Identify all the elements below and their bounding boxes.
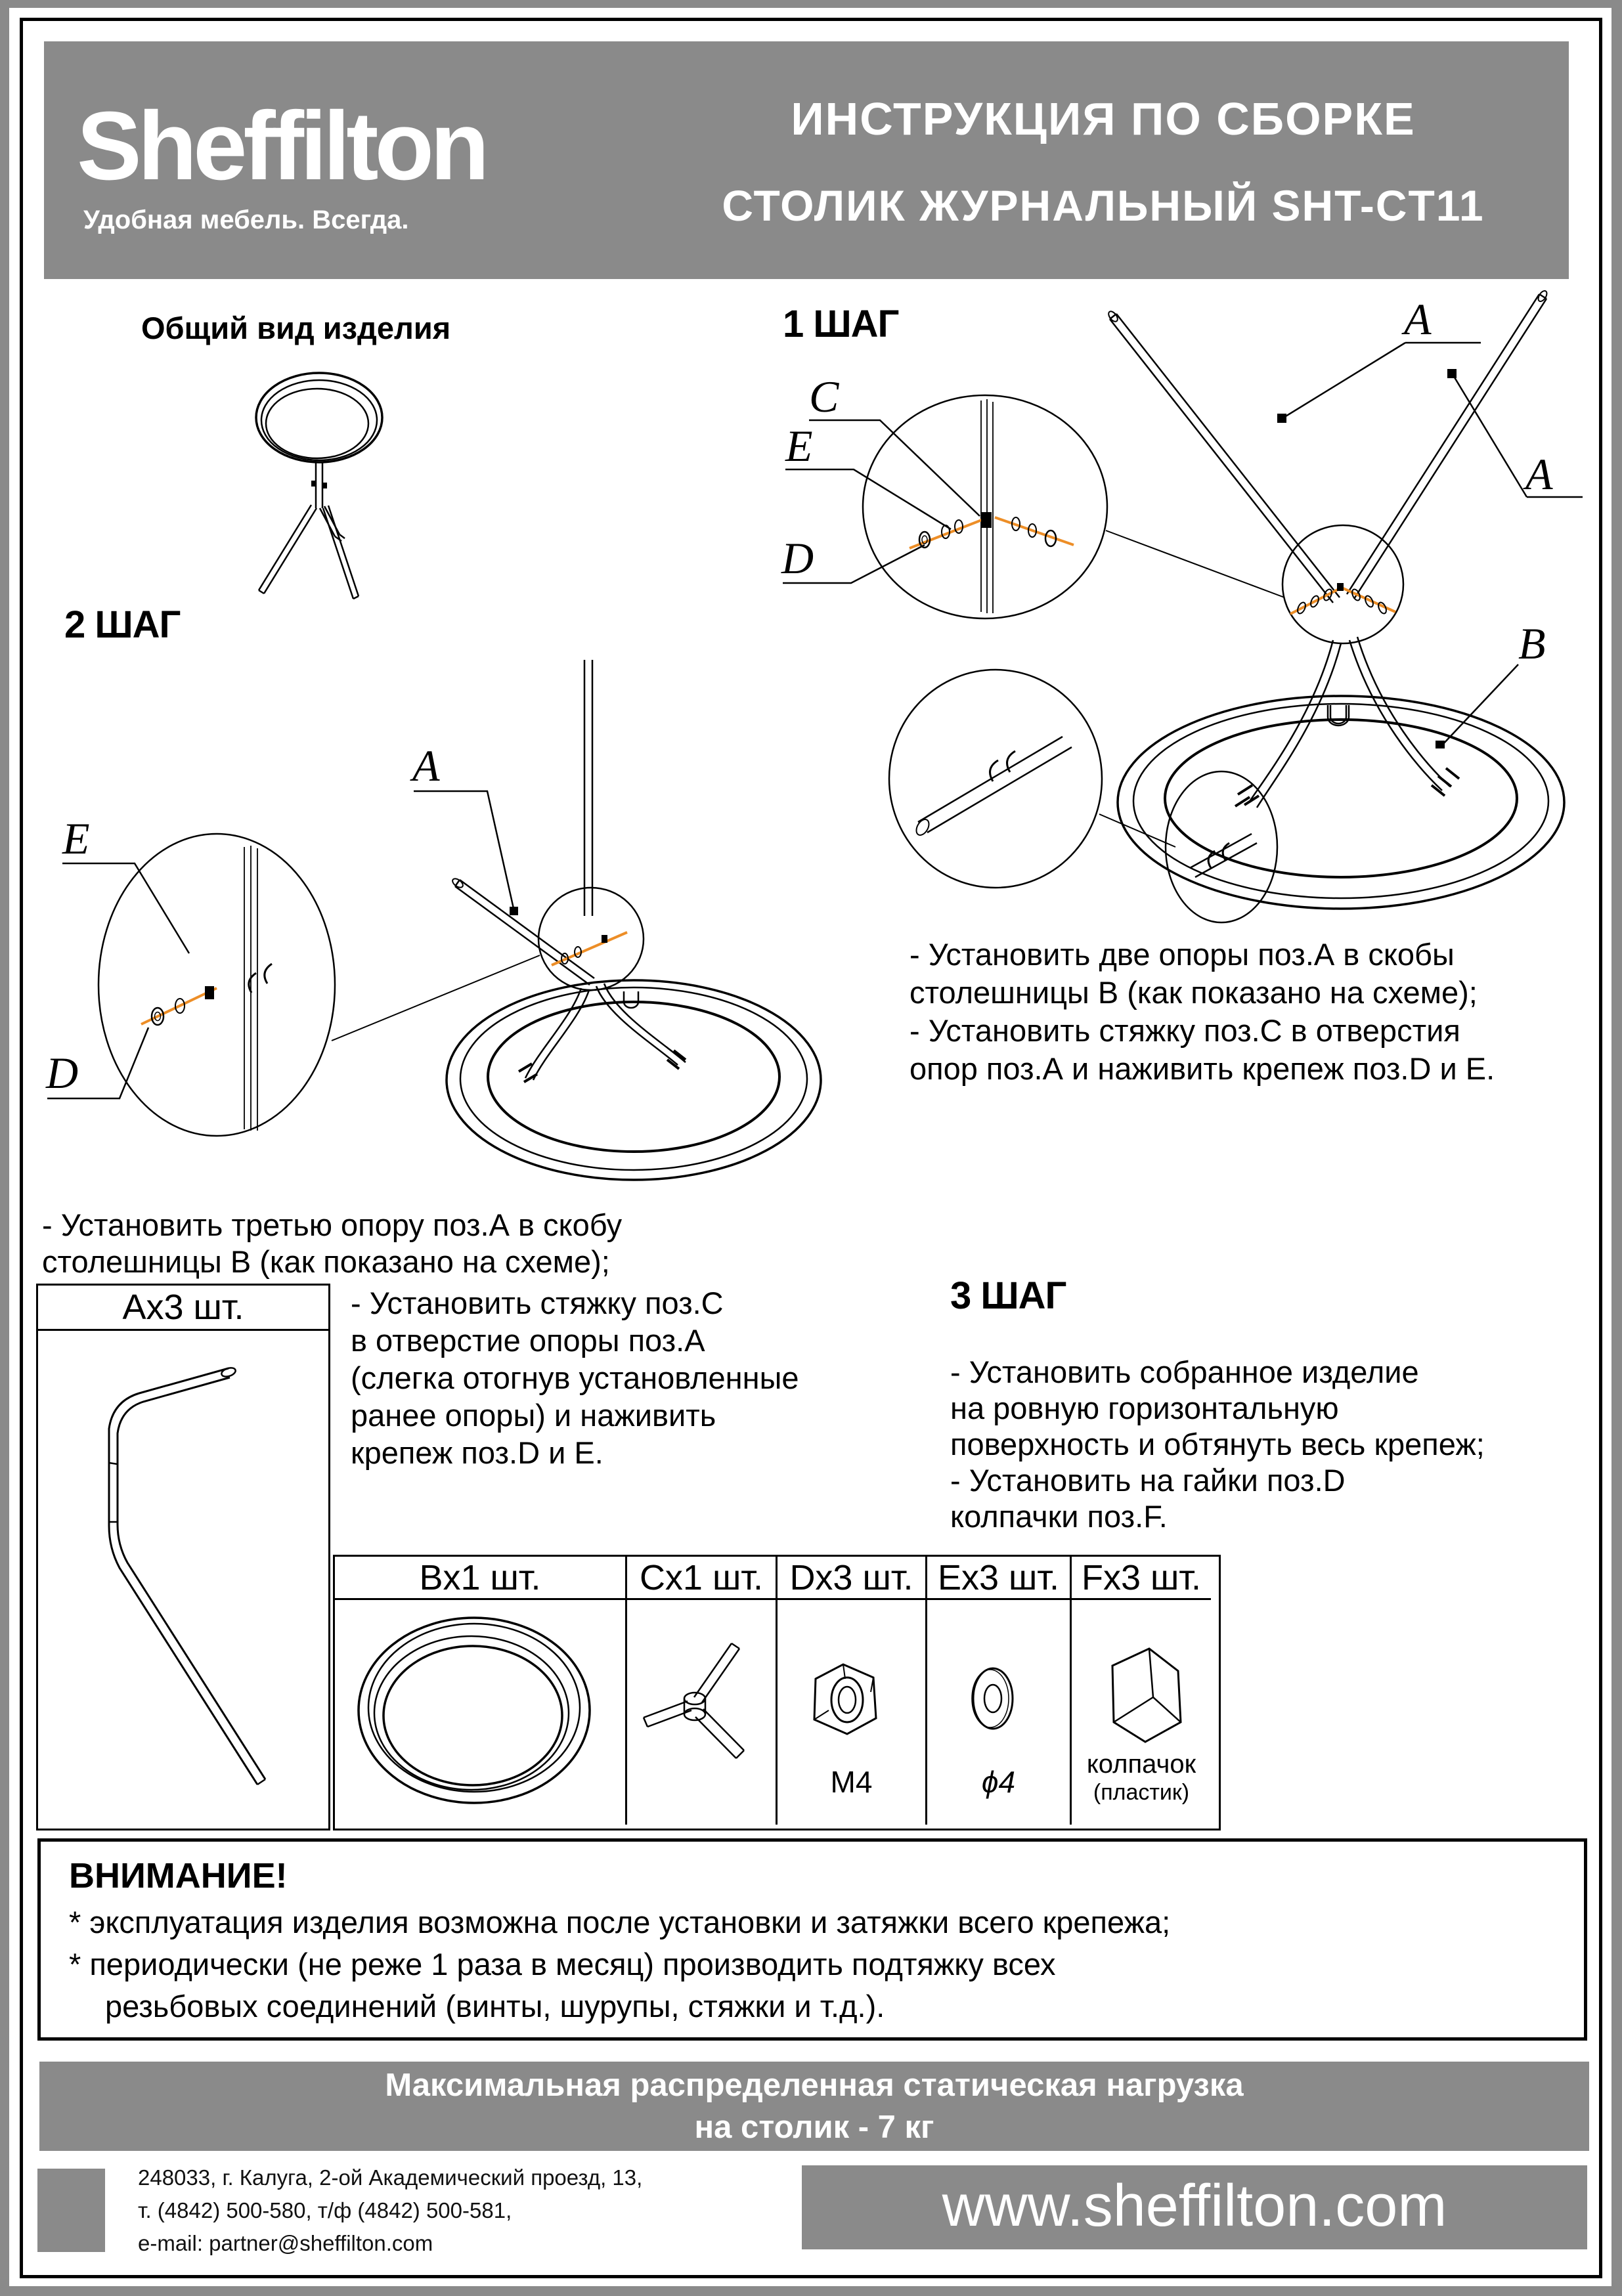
step3-text-line: на ровную горизонтальную [950,1391,1339,1425]
part-c-cell [625,1600,776,1825]
footer-accent-square [37,2169,105,2252]
label-c: C [809,372,839,422]
sheffilton-logo: Sheffilton [77,92,486,200]
part-c-tie-icon [627,1600,776,1823]
part-d-cell [776,1600,925,1825]
part-f-note2: (пластик) [1093,1780,1190,1805]
address-line: 248033, г. Калуга, 2-ой Академический проезд, 13, [138,2165,643,2190]
step2-text-line: столешницы В (как показано на схеме); [42,1244,610,1279]
label-a-right: A [1525,449,1553,499]
label-d: D [781,533,814,583]
part-b-label: Bx1 шт. [335,1557,625,1600]
address-line: т. (4842) 500-580, т/ф (4842) 500-581, [138,2198,512,2222]
product-overview-diagram [243,362,394,615]
header [44,41,1569,279]
leg-a-right [1347,294,1546,599]
step3-text-line: колпачки поз.F. [950,1499,1168,1534]
max-load-line2: на столик - 7 кг [694,2110,934,2145]
part-e-cell [925,1600,1070,1825]
website-banner [802,2165,1587,2249]
website-url: www.sheffilton.com [942,2173,1447,2239]
warning-line: * эксплуатация изделия возможна после установки и затяжки всего крепежа; [69,1905,1171,1939]
parts-table [333,1555,1221,1830]
step2-text-line: ранее опоры) и наживить [351,1398,716,1433]
step1-text-line: опор поз.А и наживить крепеж поз.D и Е. [910,1051,1495,1086]
part-e-label: Ex3 шт. [925,1557,1070,1600]
part-a-label: Ax3 шт. [38,1286,328,1331]
part-f-cap-icon [1072,1600,1211,1823]
part-b-ring-icon [335,1600,624,1823]
part-b-cell [335,1600,625,1825]
warning-lines [69,1901,1170,2027]
step2-text-left [42,1207,622,1280]
assembled-pole [584,660,592,916]
max-load-bar [39,2062,1589,2151]
warning-title: ВНИМАНИЕ! [69,1856,288,1895]
footer-address [138,2161,642,2260]
part-d-nut-icon [778,1600,925,1823]
part-f-cell [1070,1600,1211,1825]
step1-text-line: - Установить две опоры поз.А в скобы [910,937,1455,972]
step1-text-line: столешницы В (как показано на схеме); [910,975,1478,1010]
part-c-label: Cx1 шт. [625,1557,776,1600]
address-line: e-mail: partner@sheffilton.com [138,2231,433,2255]
doc-title-line1: ИНСТРУКЦИЯ ПО СБОРКЕ [791,93,1416,144]
label-e2: E [62,813,90,863]
part-d-label: Dx3 шт. [776,1557,925,1600]
step3-title: 3 ШАГ [950,1274,1066,1317]
part-e-washer-icon [927,1600,1070,1823]
step2-text-line: - Установить стяжку поз.С [351,1286,724,1320]
step2-text-line: в отверстие опоры поз.А [351,1323,705,1358]
step3-text-line: - Установить собранное изделие [950,1354,1419,1389]
step1-text-line: - Установить стяжку поз.С в отверстия [910,1013,1460,1048]
doc-title-line2: СТОЛИК ЖУРНАЛЬНЫЙ SHT-CT11 [722,181,1485,230]
max-load-line1: Максимальная распределенная статическая нагрузка [385,2068,1244,2103]
step3-text-line: поверхность и обтянуть весь крепеж; [950,1427,1485,1462]
label-a2: A [412,741,440,791]
step2-title: 2 ШАГ [64,603,181,646]
label-b: B [1518,618,1546,668]
bracket-callout-circle [889,670,1102,888]
part-f-label: Fx3 шт. [1070,1557,1211,1600]
step1-title: 1 ШАГ [783,303,899,345]
step1-text [910,936,1495,1088]
step2-text-right [351,1284,799,1471]
warning-line: * периодически (не реже 1 раза в месяц) производить подтяжку всех [69,1947,1056,1982]
fastener-callout-circle [863,395,1107,618]
label-d2: D [46,1048,79,1098]
part-a-leg-icon [39,1332,327,1827]
step3-text-line: - Установить на гайки поз.D [950,1463,1346,1498]
leg-a-loose [455,880,594,985]
step2-diagram [39,624,893,1215]
step2-text-line: крепеж поз.D и Е. [351,1435,603,1470]
step2-text-line: (слегка отогнув установленные [351,1360,799,1395]
label-e: E [785,421,813,471]
leg-a-left [1110,314,1340,603]
logo-tagline: Удобная мебель. Всегда. [83,206,409,234]
warning-line: резьбовых соединений (винты, шурупы, стяжки и т.д.). [105,1989,885,2024]
part-e-note: ϕ4 [981,1765,1016,1799]
fastener-callout-circle-2 [99,834,335,1136]
part-f-note1: колпачок [1086,1750,1196,1779]
step3-text [950,1354,1485,1534]
step2-text-line: - Установить третью опору поз.А в скобу [42,1207,623,1242]
overview-title: Общий вид изделия [141,311,451,345]
tabletop-ring-2 [447,980,821,1180]
part-d-note: M4 [830,1765,873,1799]
label-a-top: A [1404,294,1432,344]
